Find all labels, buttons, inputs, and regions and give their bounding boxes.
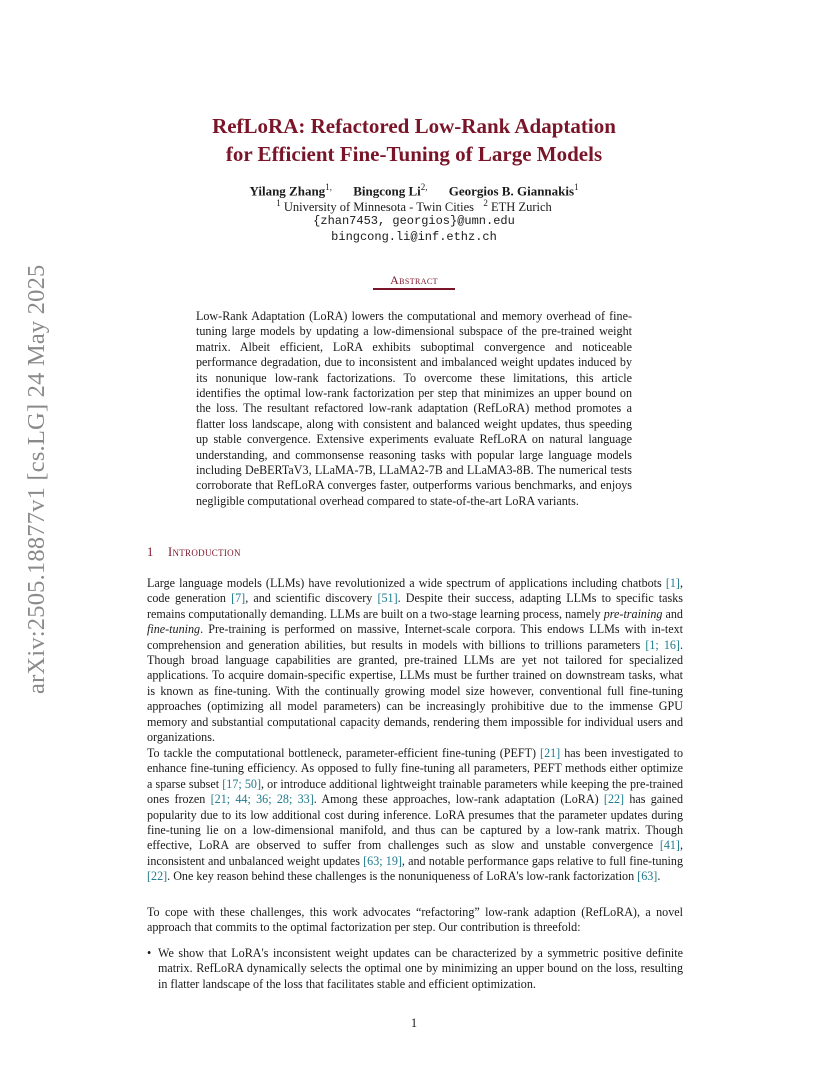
citation-link[interactable]: [41] xyxy=(659,838,680,853)
citation-link[interactable]: [63; 19] xyxy=(363,853,402,868)
paragraph-text: , or introduce additional lightweight trainable parameters while keeping the pre-trained ones frozen xyxy=(147,776,683,807)
author-affiliation-mark: 2, xyxy=(420,182,428,192)
affiliation-mark: 2 xyxy=(483,198,488,208)
emphasized-term: fine-tuning xyxy=(147,622,201,637)
paper-title-line-1: RefLoRA: Refactored Low-Rank Adaptation xyxy=(212,114,616,138)
citation-link[interactable]: [17; 50] xyxy=(222,776,262,791)
citation-link[interactable]: [21; 44; 36; 28; 33] xyxy=(210,792,314,807)
section-title: Introduction xyxy=(168,545,241,559)
emphasized-term: pre-training xyxy=(603,606,663,621)
paragraph-text: has gained popularity due to its low additional cost during inference. LoRA presumes that the parameter updates during fine-tuning lie on a low-dimensional manifold, and thus can be captured by a low-rank matrix. Though effective, LoRA are observed to suffer from challenges such as slow and unstable convergence xyxy=(147,792,683,853)
citation-link[interactable]: [51] xyxy=(377,591,398,606)
paragraph-text: To tackle the computational bottleneck, parameter-efficient fine-tuning (PEFT) xyxy=(147,746,541,760)
paragraph-text: , and scientific discovery xyxy=(245,591,378,606)
citation-link[interactable]: [1; 16] xyxy=(645,637,680,652)
paragraph-text: , inconsistent and unbalanced weight updates xyxy=(147,838,683,868)
paragraph-text: , code generation xyxy=(147,576,683,606)
section-number: 1 xyxy=(147,545,154,559)
contribution-list-item xyxy=(147,946,683,992)
paragraph-text: . Though broad language capabilities are granted, pre-trained LLMs are yet not tailored for specialized applications. To acquire domain-specific expertise, LLMs must be further trained on downstream tasks, what is known as fine-tuning. With the continually growing model size however, conventional full fine-tuning approaches (optimizing all model parameters) can be increasingly prohibitive due to the immense GPU memory and substantial computational capacity demands, rendering them impossible for individual users and organizations. xyxy=(147,637,683,745)
arxiv-identifier: arXiv:2505.18877v1 [cs.LG] 24 May 2025 xyxy=(23,264,50,694)
citation-link[interactable]: [22] xyxy=(603,792,625,807)
intro-paragraph-3: To cope with these challenges, this work advocates “refactoring” low-rank adaption (RefLoRA), a novel approach that commits to the optimal factorization per step. Our contribution is threefold: xyxy=(147,905,683,935)
affiliation: University of Minnesota - Twin Cities xyxy=(283,200,475,215)
paragraph-text: has been investigated to enhance fine-tuning efficiency. As opposed to fully fine-tuning all parameters, PEFT methods either optimize a sparse subset xyxy=(147,746,684,791)
contribution-text: We show that LoRA's inconsistent weight updates can be characterized by a symmetric positive definite matrix. RefLoRA dynamically selects the optimal one by minimizing an upper bound on the loss, resulting in flatter landscape of the loss that facilitates stable and efficient optimization. xyxy=(158,946,683,991)
paragraph-text: . Despite their success, adapting LLMs to specific tasks remains computationally demanding. LLMs are built on a two-stage learning process, namely xyxy=(147,591,683,621)
page-number: 1 xyxy=(410,1016,418,1030)
paragraph-text: . Among these approaches, low-rank adaptation (LoRA) xyxy=(313,792,604,807)
paragraph-text: . Pre-training is performed on massive, Internet-scale corpora. This endows LLMs with in-text comprehension and generation abilities, but results in models with billions to trillions parameters xyxy=(147,622,683,652)
citation-link[interactable]: [7] xyxy=(231,591,246,606)
abstract-heading-underline xyxy=(373,288,455,290)
author-list xyxy=(0,182,828,199)
email-address: bingcong.li@inf.ethz.ch xyxy=(331,230,497,244)
paragraph-text: . xyxy=(657,869,661,884)
affiliations xyxy=(0,198,828,215)
author-affiliation-mark: 1, xyxy=(325,182,332,192)
paragraph-text: and xyxy=(662,606,683,621)
paragraph-text: . One key reason behind these challenges is the nonuniqueness of LoRA's low-rank factorization xyxy=(167,869,638,884)
paper-title-line-2: for Efficient Fine-Tuning of Large Models xyxy=(225,142,603,166)
affiliation: ETH Zurich xyxy=(491,200,552,215)
intro-paragraph-1 xyxy=(147,576,683,745)
section-heading xyxy=(147,545,241,560)
email-address: {zhan7453, georgios}@umn.edu xyxy=(313,214,515,228)
citation-link[interactable]: [21] xyxy=(540,746,561,760)
author-affiliation-mark: 1 xyxy=(574,182,579,192)
author-name: Georgios B. Giannakis xyxy=(448,183,575,199)
abstract-heading: Abstract xyxy=(390,273,438,287)
paragraph-text: , and notable performance gaps relative to full fine-tuning xyxy=(401,853,683,868)
author-name: Bingcong Li xyxy=(353,183,421,199)
paragraph-text: Large language models (LLMs) have revolutionized a wide spectrum of applications including chatbots xyxy=(147,576,666,590)
bullet-icon: • xyxy=(147,946,152,960)
citation-link[interactable]: [1] xyxy=(665,576,680,590)
author-name: Yilang Zhang xyxy=(249,183,326,199)
affiliation-mark: 1 xyxy=(276,198,281,208)
citation-link[interactable]: [22] xyxy=(147,869,168,884)
intro-paragraph-2 xyxy=(147,746,683,885)
citation-link[interactable]: [63] xyxy=(637,869,658,884)
abstract-body: Low-Rank Adaptation (LoRA) lowers the computational and memory overhead of fine-tuning large models by updating a low-dimensional subspace of the pre-trained weight matrix. Albeit efficient, LoRA exhibits suboptimal convergence and noticeable performance degradation, due to inconsistent and imbalanced weight updates induced by its nonunique low-rank factorizations. To overcome these limitations, this article identifies the optimal low-rank factorization per step that minimizes an upper bound on the loss. The resultant refactored low-rank adaptation (RefLoRA) method promotes a flatter loss landscape, along with consistent and balanced weight updates, thus speeding up stable convergence. Extensive experiments evaluate RefLoRA on natural language understanding, and commonsense reasoning tasks with popular large language models including DeBERTaV3, LLaMA-7B, LLaMA2-7B and LLaMA3-8B. The numerical tests corroborate that RefLoRA converges faster, outperforms various benchmarks, and enjoys negligible computational overhead compared to state-of-the-art LoRA variants. xyxy=(196,309,632,508)
